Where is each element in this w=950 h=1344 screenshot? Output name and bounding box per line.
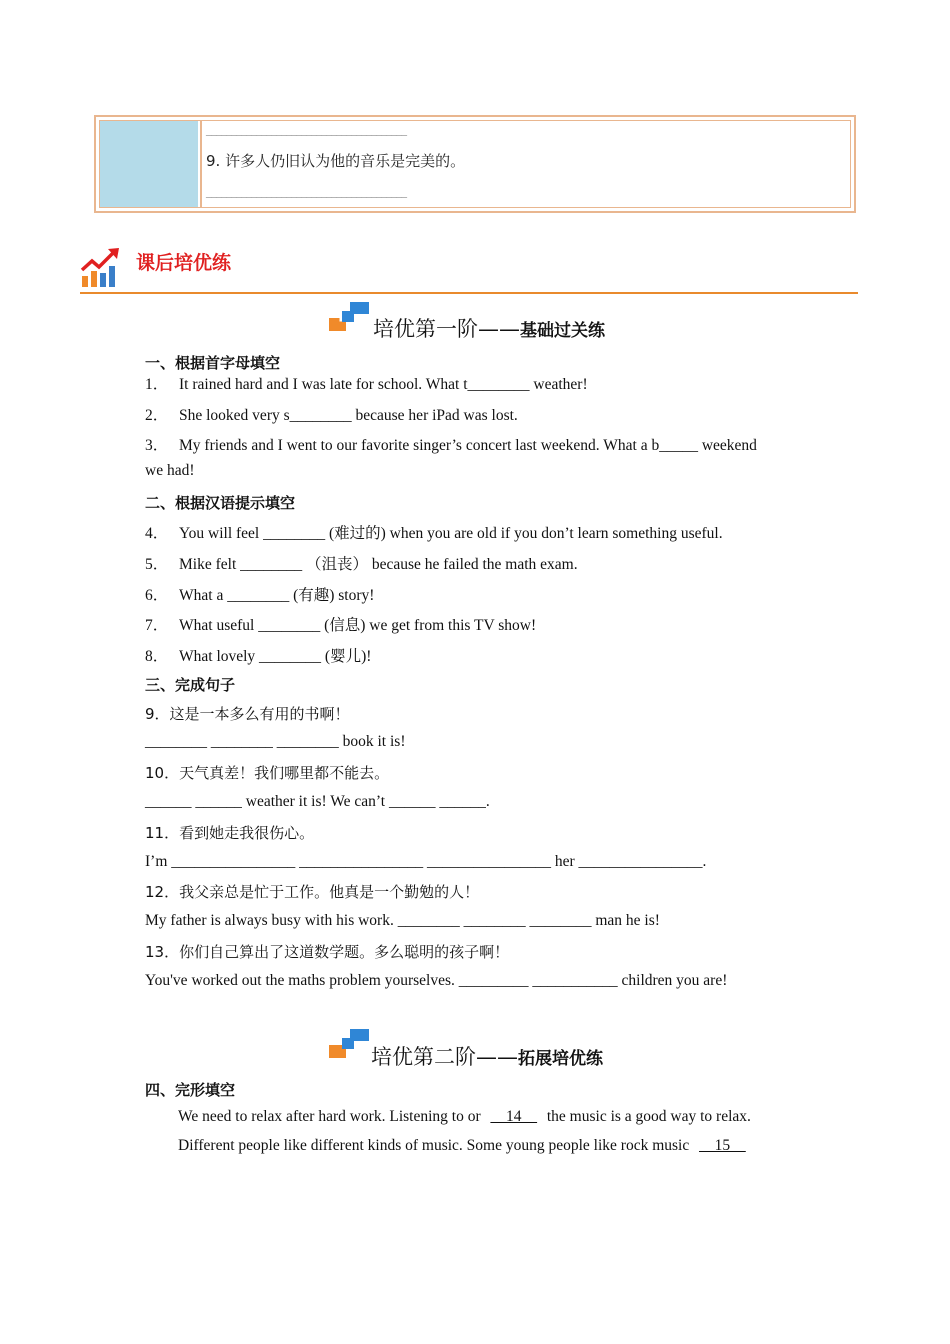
label-cell [100, 121, 198, 207]
question-7 [145, 613, 536, 635]
question-1 [145, 372, 588, 394]
question-number: 7． [145, 617, 169, 634]
steps-icon [328, 301, 370, 333]
stage2-title-sub: 拓展培优练 [518, 1049, 603, 1069]
column-divider [200, 121, 202, 207]
cloze-text: the music is a good way to relax. [546, 1108, 751, 1125]
section-divider [80, 292, 858, 294]
cloze-line-2 [178, 1137, 746, 1155]
question-3 [145, 433, 757, 455]
question-13-chinese: 13．你们自己算出了这道数学题。多么聪明的孩子啊！ [145, 943, 510, 961]
question-12-chinese: 12．我父亲总是忙于工作。他真是一个勤勉的人！ [145, 883, 480, 901]
part4-heading: 四、完形填空 [145, 1081, 236, 1099]
question-text: What a ________ (有趣) story! [179, 587, 375, 604]
question-number: 6． [145, 587, 169, 604]
stage1-title-sub: 基础过关练 [520, 321, 605, 341]
question-10-chinese: 10．天气真差！我们哪里都不能去。 [145, 764, 390, 782]
question-text: What useful ________ (信息) we get from this TV show! [179, 617, 537, 634]
steps-icon [328, 1028, 370, 1060]
part2-heading: 二、根据汉语提示填空 [145, 494, 296, 512]
question-8 [145, 644, 371, 666]
question-text: What lovely ________ (婴儿)! [179, 648, 372, 665]
question-12-english: My father is always busy with his work. ________ ________ ________ man he is! [145, 912, 660, 929]
cloze-blank-15: __15__ [699, 1137, 746, 1154]
question-text: My friends and I went to our favorite singer’s concert last weekend. What a b_____ weekend [179, 437, 757, 454]
question-10-english: ______ ______ weather it is! We can’t ______ ______. [145, 793, 490, 810]
stage2-title-main: 培优第二阶—— [371, 1045, 518, 1069]
stage2-title [371, 1041, 603, 1071]
cloze-blank-14: __14__ [490, 1108, 537, 1125]
question-number: 4． [145, 525, 169, 542]
stage1-title [373, 313, 605, 343]
question-9-english: ________ ________ ________ book it is! [145, 733, 406, 750]
cloze-text: Different people like different kinds of music. Some young people like rock music [178, 1137, 690, 1154]
question-6 [145, 583, 374, 605]
cloze-text: We need to relax after hard work. Listening to or [178, 1108, 481, 1125]
question-13-english: You've worked out the maths problem yourselves. _________ ___________ children you are! [145, 972, 728, 989]
question-9-chinese: 9．这是一本多么有用的书啊！ [145, 705, 350, 723]
stage1-title-main: 培优第一阶—— [373, 317, 520, 341]
cloze-line-1 [178, 1108, 751, 1126]
section-title: 课后培优练 [136, 252, 232, 274]
question-4 [145, 521, 723, 543]
question-11-english: I’m ________________ ________________ ________________ her ________________. [145, 853, 707, 870]
question-2 [145, 403, 518, 425]
question-5 [145, 552, 578, 574]
question-number: 8． [145, 648, 169, 665]
question-text: She looked very s________ because her iPad was lost. [179, 407, 518, 424]
part3-heading: 三、完成句子 [145, 676, 236, 694]
answer-line-below: ________________________________________ [206, 184, 406, 198]
translation-sentence-9: 9. 许多人仍旧认为他的音乐是完美的。 [206, 152, 466, 170]
part1-heading: 一、根据首字母填空 [145, 354, 281, 372]
rising-chart-icon [80, 246, 122, 288]
question-number: 2． [145, 407, 169, 424]
question-text: You will feel ________ (难过的) when you are old if you don’t learn something useful. [179, 525, 723, 542]
question-number: 5． [145, 556, 169, 573]
question-11-chinese: 11．看到她走我很伤心。 [145, 824, 315, 842]
answer-line-above: ________________________________________ [206, 122, 406, 136]
question-text: It rained hard and I was late for school. What t________ weather! [179, 376, 588, 393]
question-text: Mike felt ________ （沮丧） because he failed the math exam. [179, 556, 578, 573]
question-number: 3． [145, 437, 169, 454]
question-number: 1． [145, 376, 169, 393]
question-3-continued: we had! [145, 462, 195, 479]
